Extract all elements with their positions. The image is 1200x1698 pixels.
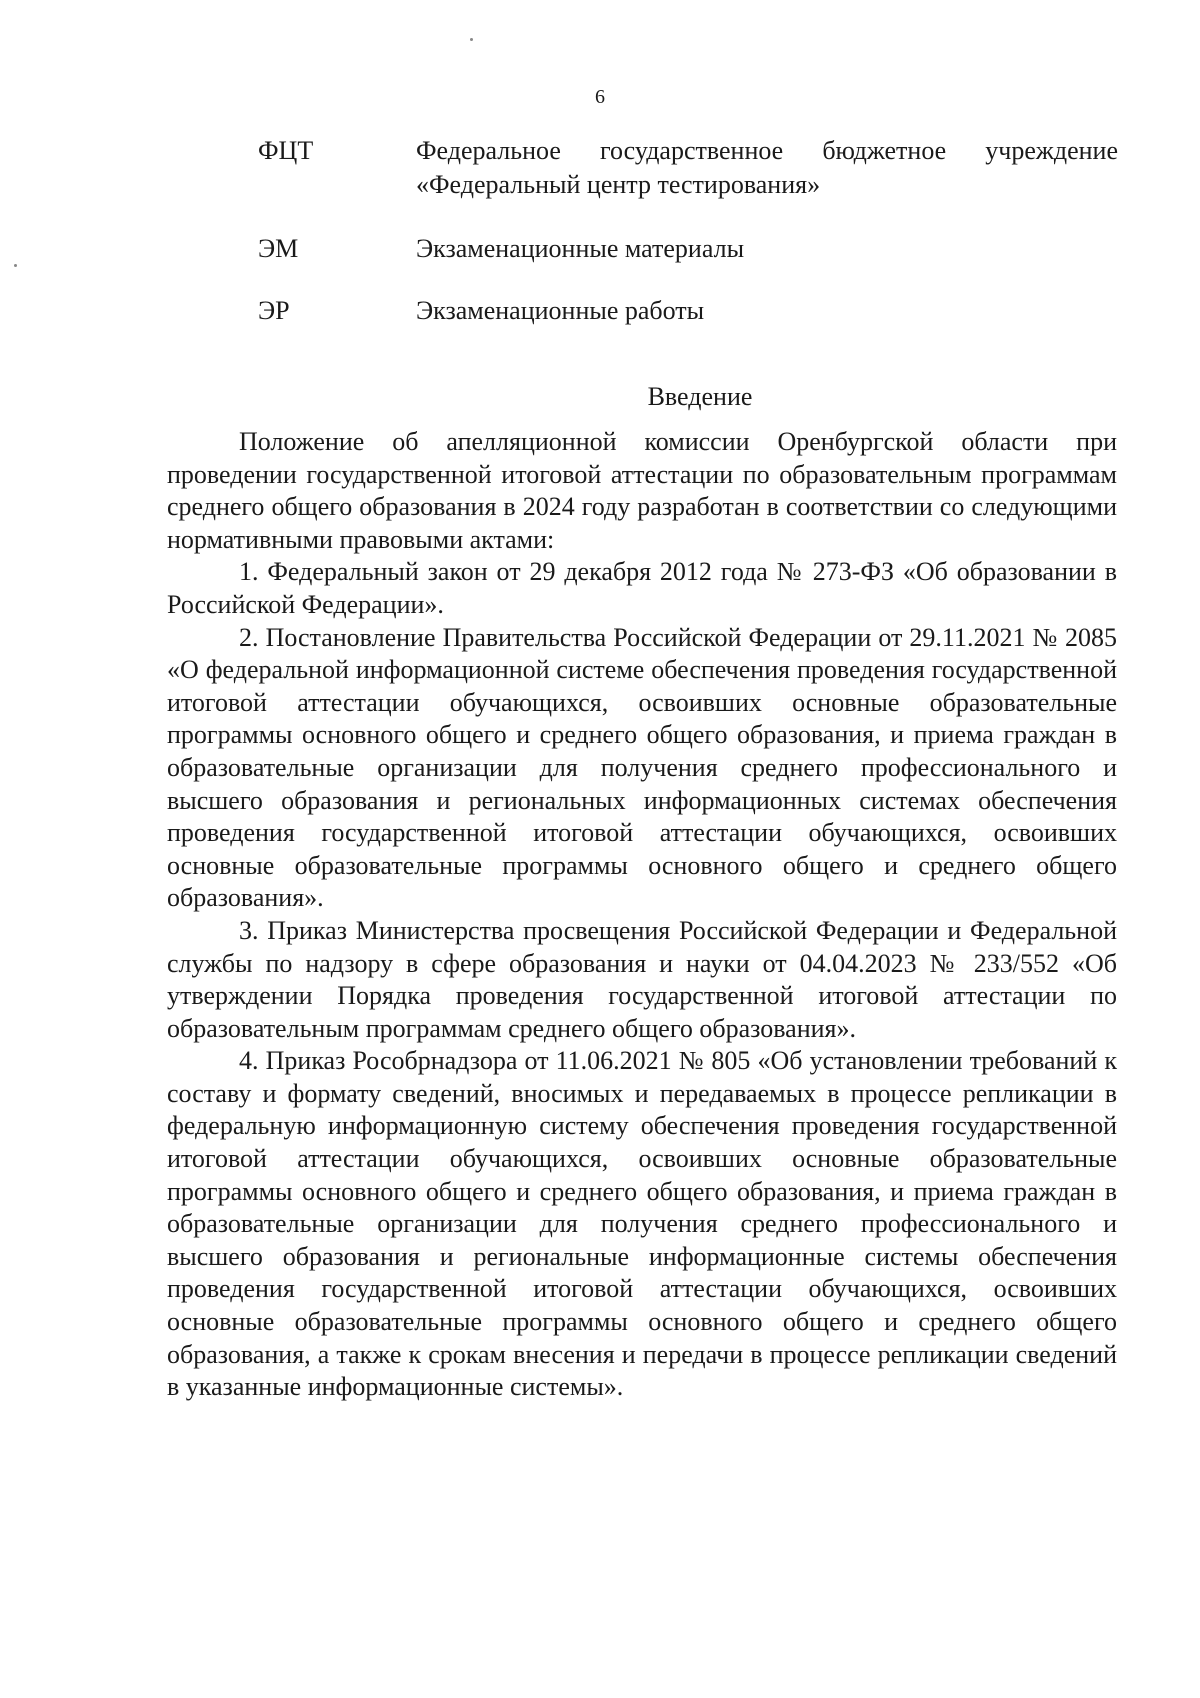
abbreviation-term: ФЦТ <box>258 136 314 165</box>
abbreviation-row <box>258 232 1118 266</box>
list-item-paragraph: 4. Приказ Рособрнадзора от 11.06.2021 № 805 «Об установлении требований к составу и формату сведений, вносимых и передаваемых в процессе репликации в федеральную информационную систему обеспечения проведения государственной итоговой аттестации обучающихся, освоивших основные образовательные программы основного общего и среднего общего образования, и приема граждан в образовательные организации для получения среднего профессионального и высшего образования и региональные информационные системы обеспечения проведения государственной итоговой аттестации обучающихся, освоивших основные образовательные программы основного общего и среднего общего образования, а также к срокам внесения и передачи в процессе репликации сведений в указанные информационные системы». <box>167 1046 1117 1402</box>
abbreviation-term: ЭР <box>258 296 290 325</box>
abbreviation-term: ЭМ <box>258 234 299 263</box>
list-item-paragraph: 2. Постановление Правительства Российской Федерации от 29.11.2021 № 2085 «О федеральной информационной системе обеспечения проведения государственной итоговой аттестации обучающихся, освоивших основные образовательные программы основного общего и среднего общего образования, и приема граждан в образовательные организации для получения среднего профессионального и высшего образования и региональных информационных системах обеспечения проведения государственной итоговой аттестации обучающихся, освоивших основные образовательные программы основного общего и среднего общего образования». <box>167 622 1117 913</box>
page-number: 6 <box>595 86 605 108</box>
abbreviation-definition: Экзаменационные материалы <box>416 234 745 263</box>
scan-speck <box>470 38 473 41</box>
abbreviation-definition: Федеральное государственное бюджетное учреждение «Федеральный центр тестирования» <box>416 136 1118 199</box>
section-title: Введение <box>647 382 753 411</box>
abbreviation-row <box>258 294 1118 328</box>
intro-paragraph: Положение об апелляционной комиссии Оренбургской области при проведении государственной итоговой аттестации по образовательным программам среднего общего образования в 2024 году разработан в соответствии со следующими нормативными правовыми актами: <box>167 427 1117 554</box>
scan-speck <box>14 264 17 267</box>
abbreviations-list <box>258 134 1118 328</box>
list-item-paragraph: 1. Федеральный закон от 29 декабря 2012 года № 273-ФЗ «Об образовании в Российской Федерации». <box>167 557 1117 619</box>
list-item-paragraph: 3. Приказ Министерства просвещения Российской Федерации и Федеральной службы по надзору в сфере образования и науки от 04.04.2023 № 233/552 «Об утверждении Порядка проведения государственной итоговой аттестации по образовательным программам среднего общего образования». <box>167 915 1117 1043</box>
abbreviation-row <box>258 134 1118 202</box>
abbreviation-definition: Экзаменационные работы <box>416 296 705 325</box>
body-text <box>167 426 1117 1404</box>
